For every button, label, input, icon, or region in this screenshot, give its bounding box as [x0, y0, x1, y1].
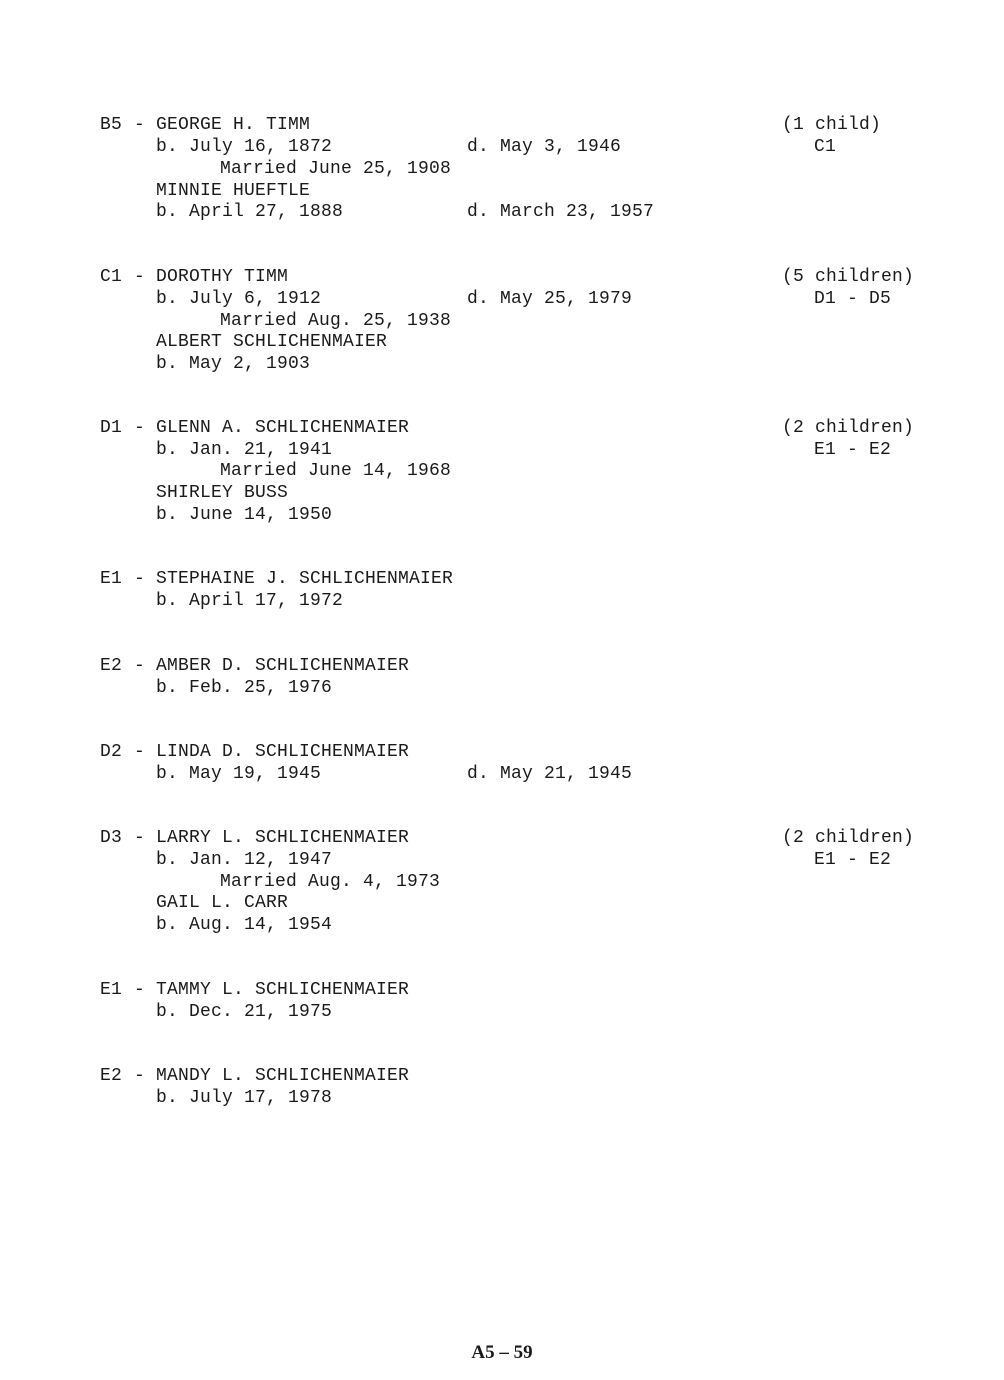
- spouse-birth: b. Aug. 14, 1954: [156, 915, 333, 935]
- entry-code: E1: [100, 569, 123, 589]
- spouse-birth: b. June 14, 1950: [156, 505, 333, 525]
- entry-married: Married June 14, 1968: [220, 461, 452, 481]
- entry-name: GEORGE H. TIMM: [156, 115, 311, 135]
- children-range: D1 - D5: [814, 289, 892, 309]
- entry-death: d. May 25, 1979: [467, 289, 633, 309]
- entry-dash: -: [134, 1066, 146, 1086]
- entry-dash: -: [134, 418, 146, 438]
- children-count: (2 children): [782, 418, 915, 438]
- entry-code: D2: [100, 742, 123, 762]
- entry-code: B5: [100, 115, 123, 135]
- entry-dash: -: [134, 115, 146, 135]
- spouse-name: GAIL L. CARR: [156, 893, 289, 913]
- entry-dash: -: [134, 656, 146, 676]
- entry-name: AMBER D. SCHLICHENMAIER: [156, 656, 410, 676]
- entry-birth: b. July 6, 1912: [156, 289, 322, 309]
- spouse-name: SHIRLEY BUSS: [156, 483, 289, 503]
- spouse-name: ALBERT SCHLICHENMAIER: [156, 332, 388, 352]
- entry-code: D3: [100, 828, 123, 848]
- entry-code: E2: [100, 1066, 123, 1086]
- children-range: E1 - E2: [814, 850, 892, 870]
- entry-married: Married Aug. 25, 1938: [220, 311, 452, 331]
- entry-name: STEPHAINE J. SCHLICHENMAIER: [156, 569, 454, 589]
- entry-code: E1: [100, 980, 123, 1000]
- entry-birth: b. July 17, 1978: [156, 1088, 333, 1108]
- entry-death: d. May 3, 1946: [467, 137, 622, 157]
- entry-dash: -: [134, 828, 146, 848]
- entry-name: LARRY L. SCHLICHENMAIER: [156, 828, 410, 848]
- entry-dash: -: [134, 980, 146, 1000]
- spouse-birth: b. May 2, 1903: [156, 354, 311, 374]
- page-number: A5 – 59: [471, 1342, 533, 1363]
- spouse-name: MINNIE HUEFTLE: [156, 181, 311, 201]
- entry-married: Married Aug. 4, 1973: [220, 872, 441, 892]
- entry-name: LINDA D. SCHLICHENMAIER: [156, 742, 410, 762]
- entry-married: Married June 25, 1908: [220, 159, 452, 179]
- entry-birth: b. Dec. 21, 1975: [156, 1002, 333, 1022]
- entry-code: D1: [100, 418, 123, 438]
- entry-name: TAMMY L. SCHLICHENMAIER: [156, 980, 410, 1000]
- spouse-birth: b. April 27, 1888: [156, 202, 344, 222]
- entry-name: DOROTHY TIMM: [156, 267, 289, 287]
- entry-birth: b. July 16, 1872: [156, 137, 333, 157]
- entry-name: GLENN A. SCHLICHENMAIER: [156, 418, 410, 438]
- children-count: (2 children): [782, 828, 915, 848]
- entry-code: E2: [100, 656, 123, 676]
- entry-birth: b. Jan. 21, 1941: [156, 440, 333, 460]
- entry-dash: -: [134, 569, 146, 589]
- entry-birth: b. Jan. 12, 1947: [156, 850, 333, 870]
- entry-code: C1: [100, 267, 123, 287]
- entry-birth: b. May 19, 1945: [156, 764, 322, 784]
- entry-name: MANDY L. SCHLICHENMAIER: [156, 1066, 410, 1086]
- spouse-death: d. March 23, 1957: [467, 202, 655, 222]
- children-range: E1 - E2: [814, 440, 892, 460]
- entry-birth: b. Feb. 25, 1976: [156, 678, 333, 698]
- children-count: (5 children): [782, 267, 915, 287]
- children-range: C1: [814, 137, 837, 157]
- entry-birth: b. April 17, 1972: [156, 591, 344, 611]
- entry-dash: -: [134, 742, 146, 762]
- entry-death: d. May 21, 1945: [467, 764, 633, 784]
- entry-dash: -: [134, 267, 146, 287]
- children-count: (1 child): [782, 115, 882, 135]
